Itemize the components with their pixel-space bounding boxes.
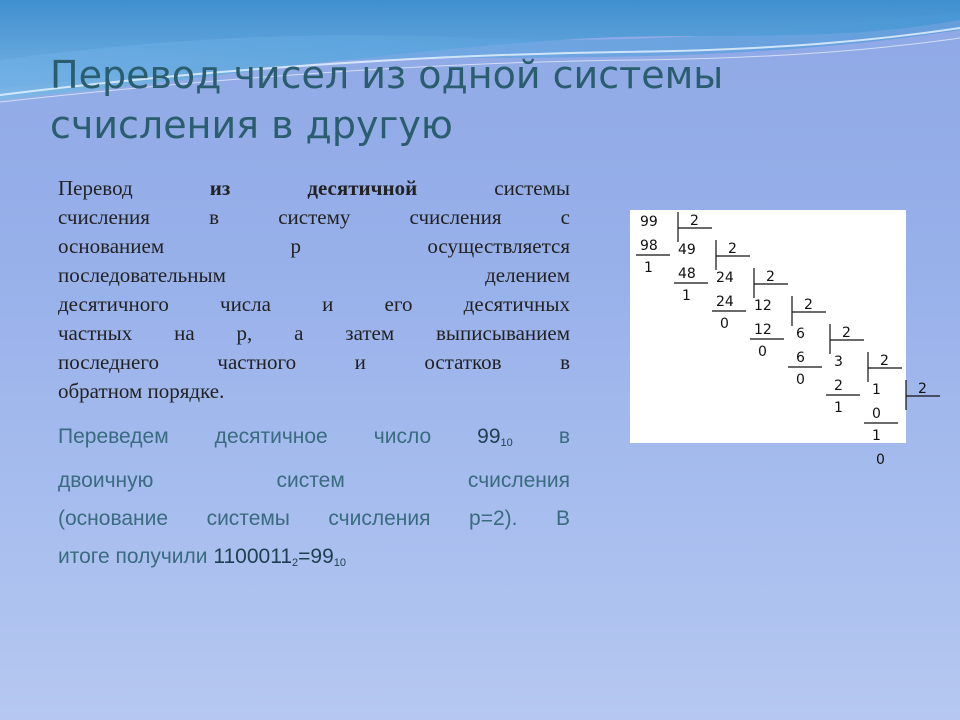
- dividend-4: 6: [796, 326, 805, 342]
- remainder-0: 1: [644, 260, 653, 276]
- dividend-2: 24: [716, 270, 734, 286]
- product-1: 48: [678, 266, 696, 282]
- remainder-4: 0: [796, 372, 805, 388]
- example-line-1: Переведем десятичное число $99_{10}$ в: [58, 425, 570, 449]
- dividend-3: 12: [754, 298, 772, 314]
- paragraph-line-2: счисления в систему счисления с: [58, 205, 570, 229]
- remainder-2: 0: [720, 316, 729, 332]
- word-perevod: Перевод: [58, 176, 133, 200]
- product-6: 0: [872, 406, 881, 422]
- paragraph-line-5: десятичного числа и его десятичных: [58, 292, 570, 316]
- division-diagram: [630, 210, 927, 468]
- title-line-1: Перевод чисел из одной системы: [50, 53, 724, 97]
- example-paragraph: [58, 418, 570, 582]
- dividend-1: 49: [678, 242, 696, 258]
- product-3: 12: [754, 322, 772, 338]
- divisor-0: 2: [690, 213, 699, 229]
- product-2: 24: [716, 294, 734, 310]
- title-line-2: счисления в другую: [50, 103, 453, 147]
- paragraph-line-1: [58, 174, 570, 203]
- example-line-3: (основание системы счисления р=2). В: [58, 507, 570, 530]
- remainder-1: 1: [682, 288, 691, 304]
- dividend-0: 99: [640, 214, 658, 230]
- dividend-5: 3: [834, 354, 843, 370]
- divisor-3: 2: [804, 297, 813, 313]
- paragraph-line-7: последнего частного и остатков в: [58, 350, 570, 374]
- product-5: 2: [834, 378, 843, 394]
- remainder-3: 0: [758, 344, 767, 360]
- remainder-6: 1: [872, 428, 881, 444]
- product-0: 98: [640, 238, 658, 254]
- word-system: системы: [494, 176, 571, 200]
- paragraph-line-3: основанием р осуществляется: [58, 234, 570, 258]
- example-line-4: итоге получили $1100011_2=99_{10}$: [58, 545, 346, 569]
- divisor-2: 2: [766, 269, 775, 285]
- division-diagram-svg: [630, 210, 927, 468]
- final-quotient: 0: [876, 452, 885, 468]
- paragraph-line-8: обратном порядке.: [58, 379, 225, 403]
- divisor-4: 2: [842, 325, 851, 341]
- paragraph-line-6: частных на р, а затем выписыванием: [58, 321, 570, 345]
- example-line-2: двоичную систем счисления: [58, 469, 570, 492]
- word-iz-bold: из: [209, 176, 231, 200]
- divisor-1: 2: [728, 241, 737, 257]
- slide-title: [50, 50, 910, 150]
- explanation-paragraph: [58, 174, 570, 406]
- decimal-number: $99_{10}$: [477, 425, 513, 449]
- product-4: 6: [796, 350, 805, 366]
- dividend-6: 1: [872, 382, 881, 398]
- result-equation: $1100011_2=99_{10}$: [213, 545, 346, 569]
- remainder-5: 1: [834, 400, 843, 416]
- divisor-5: 2: [880, 353, 889, 369]
- divisor-6: 2: [918, 381, 927, 397]
- paragraph-line-4: последовательным делением: [58, 263, 570, 287]
- word-decimal-bold: десятичной: [307, 176, 418, 200]
